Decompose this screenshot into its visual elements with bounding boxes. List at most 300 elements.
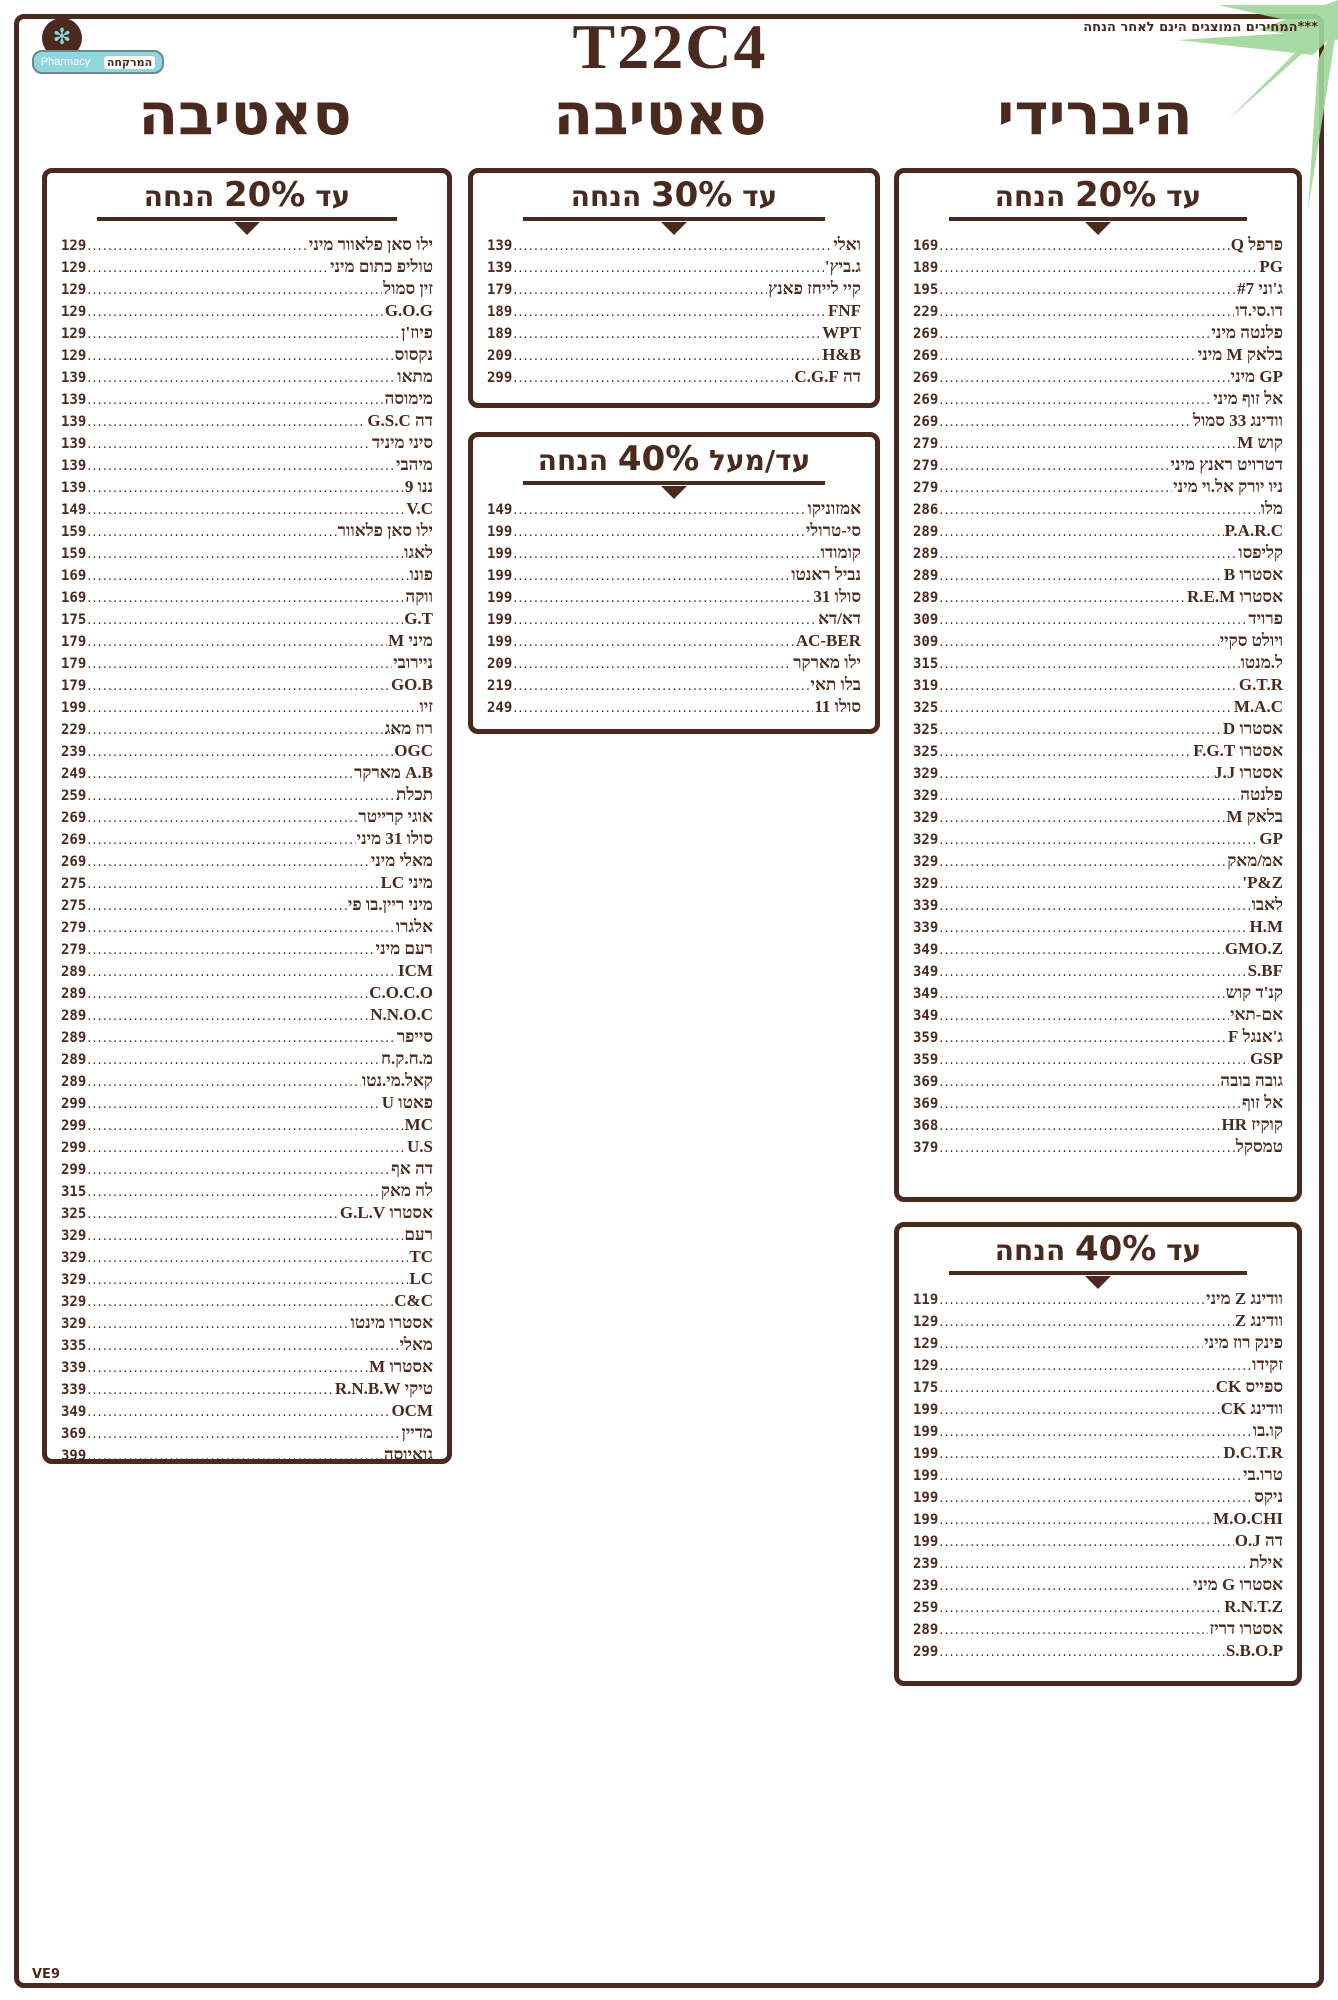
box-heading	[473, 437, 875, 489]
item-name: מיני ריין.בו פי	[347, 895, 433, 914]
item-price: 249	[61, 766, 87, 782]
item-price: 329	[913, 766, 939, 782]
item-name: מ.ח.ק.ח	[380, 1049, 433, 1068]
dot-leader	[513, 349, 821, 364]
item-name: GO.B	[390, 675, 433, 694]
dot-leader	[87, 525, 336, 540]
item-name: דה אף	[391, 1159, 433, 1178]
item-price: 179	[61, 678, 87, 694]
dot-leader	[87, 1361, 368, 1376]
heading-prefix: עד/מעל	[709, 444, 811, 477]
list-item	[913, 1049, 1283, 1071]
dot-leader	[87, 1009, 369, 1024]
item-name: לה מאק	[380, 1181, 433, 1200]
item-price: 269	[61, 854, 87, 870]
dot-leader	[939, 503, 1259, 518]
item-name: C.O.C.O	[369, 983, 433, 1002]
dot-leader	[87, 239, 308, 254]
item-name: D.C.T.R	[1223, 1443, 1283, 1462]
dot-leader	[939, 1447, 1222, 1462]
item-name: פרויד	[1248, 609, 1283, 628]
dot-leader	[939, 1491, 1253, 1506]
item-price: 329	[61, 1272, 87, 1288]
item-price: 359	[913, 1030, 939, 1046]
item-price: 259	[913, 1600, 939, 1616]
item-name: סייפר	[396, 1027, 433, 1046]
item-name: וודינג Z	[1234, 1311, 1283, 1330]
list-item	[61, 1093, 433, 1115]
list-item	[61, 521, 433, 543]
item-name: טרו.בי	[1243, 1465, 1283, 1484]
item-name: אסטרו R.E.M	[1187, 587, 1283, 606]
heading-percent: 20%	[223, 175, 306, 215]
dot-leader	[513, 239, 832, 254]
dot-leader	[939, 987, 1224, 1002]
item-name: נקסוס	[394, 345, 433, 364]
right-discount-40-box	[894, 1222, 1302, 1686]
list-item	[61, 455, 433, 477]
item-name: ניירובי	[393, 653, 433, 672]
dot-leader	[939, 1293, 1205, 1308]
list-item	[913, 1575, 1283, 1597]
item-price: 279	[913, 436, 939, 452]
item-price: 289	[913, 568, 939, 584]
heading-suffix: הנחה	[994, 1234, 1066, 1267]
dot-leader	[939, 877, 1241, 892]
heading-rule	[949, 1271, 1247, 1275]
item-price: 139	[61, 414, 87, 430]
item-price: 169	[61, 590, 87, 606]
item-name: מאלי	[399, 1335, 433, 1354]
item-name: G.T.R	[1238, 675, 1283, 694]
list-item	[61, 367, 433, 389]
list-item	[913, 367, 1283, 389]
dot-leader	[939, 1053, 1249, 1068]
list-item	[913, 719, 1283, 741]
item-name: GSP	[1249, 1049, 1283, 1068]
item-name: וודינג 33 סמול	[1192, 411, 1283, 430]
list-item	[913, 785, 1283, 807]
item-price: 229	[913, 304, 939, 320]
item-price: 199	[913, 1490, 939, 1506]
item-name: בלאק M מיני	[1197, 345, 1283, 364]
item-price: 289	[61, 964, 87, 980]
list-item	[913, 983, 1283, 1005]
dot-leader	[87, 415, 366, 430]
item-name: אסטרו B	[1223, 565, 1283, 584]
item-price: 219	[487, 678, 513, 694]
list-item	[913, 543, 1283, 565]
dot-leader	[513, 327, 821, 342]
heading-prefix: עד	[742, 180, 778, 213]
dot-leader	[87, 283, 382, 298]
item-name: MC	[404, 1115, 433, 1134]
heading-suffix: הנחה	[143, 180, 215, 213]
item-price: 175	[61, 612, 87, 628]
list-item	[61, 1181, 433, 1203]
item-name: ג.ביץ'	[824, 257, 861, 276]
list-item	[487, 675, 861, 697]
dot-leader	[87, 943, 374, 958]
item-price: 349	[913, 964, 939, 980]
dot-leader	[513, 371, 793, 386]
list-item	[487, 257, 861, 279]
list-item	[487, 631, 861, 653]
item-price: 139	[61, 458, 87, 474]
item-name: טיקי R.N.B.W	[334, 1379, 433, 1398]
price-list	[899, 225, 1297, 1159]
item-name: אל זוף	[1241, 1093, 1283, 1112]
item-price: 335	[61, 1338, 87, 1354]
list-item	[61, 609, 433, 631]
list-item	[913, 235, 1283, 257]
item-name: דה G.S.C	[367, 411, 433, 430]
list-item	[913, 1619, 1283, 1641]
dot-leader	[939, 591, 1186, 606]
dot-leader	[939, 305, 1234, 320]
item-name: מימוסה	[384, 389, 433, 408]
item-name: סולו 31 מיני	[356, 829, 433, 848]
dot-leader	[939, 327, 1210, 342]
item-name: מלו	[1260, 499, 1283, 518]
item-price: 199	[913, 1402, 939, 1418]
list-item	[61, 1357, 433, 1379]
list-item	[61, 1401, 433, 1423]
item-price: 169	[61, 568, 87, 584]
dot-leader	[87, 591, 404, 606]
right-discount-20-box	[894, 168, 1302, 1202]
item-price: 149	[61, 502, 87, 518]
item-name: קאל.מי.נטו	[361, 1071, 433, 1090]
item-price: 325	[913, 744, 939, 760]
item-price: 309	[913, 612, 939, 628]
heading-suffix: הנחה	[537, 444, 609, 477]
list-item	[913, 851, 1283, 873]
item-name: GP	[1259, 829, 1283, 848]
dot-leader	[939, 635, 1218, 650]
middle-discount-40-box	[468, 432, 880, 734]
dot-leader	[87, 635, 387, 650]
item-name: ננו 9	[404, 477, 433, 496]
dot-leader	[939, 437, 1236, 452]
item-name: סיני מיניד	[371, 433, 433, 452]
item-price: 279	[61, 942, 87, 958]
dot-leader	[87, 459, 395, 474]
dot-leader	[939, 1075, 1219, 1090]
price-note: ***המחירים המוצגים הינם לאחר הנחה	[1083, 20, 1318, 35]
list-item	[913, 1487, 1283, 1509]
item-price: 329	[913, 854, 939, 870]
heading-percent: 30%	[650, 175, 733, 215]
dot-leader	[87, 503, 405, 518]
item-price: 309	[913, 634, 939, 650]
box-heading	[899, 173, 1297, 225]
list-item	[61, 1423, 433, 1445]
item-price: 299	[61, 1162, 87, 1178]
dot-leader	[939, 745, 1192, 760]
item-name: M.A.C	[1233, 697, 1283, 716]
list-item	[487, 345, 861, 367]
item-name: אסטרו דריז	[1209, 1619, 1283, 1638]
item-price: 129	[61, 348, 87, 364]
item-price: 129	[61, 260, 87, 276]
item-name: ואלי	[833, 235, 861, 254]
item-price: 279	[913, 480, 939, 496]
dot-leader	[87, 1339, 398, 1354]
item-price: 379	[913, 1140, 939, 1156]
item-name: טמסקל	[1235, 1137, 1283, 1156]
list-item	[61, 1027, 433, 1049]
left-column-title: סאטיבה	[138, 80, 352, 148]
list-item	[913, 1421, 1283, 1443]
list-item	[913, 961, 1283, 983]
dot-leader	[87, 1317, 349, 1332]
dot-leader	[939, 1359, 1251, 1374]
list-item	[61, 1115, 433, 1137]
dot-leader	[87, 1229, 403, 1244]
item-name: קנ'ד קוש	[1225, 983, 1283, 1002]
item-price: 349	[61, 1404, 87, 1420]
list-item	[61, 1335, 433, 1357]
list-item	[61, 851, 433, 873]
item-name: פונו	[409, 565, 433, 584]
dot-leader	[939, 1579, 1192, 1594]
item-name: ניקס	[1254, 1487, 1283, 1506]
list-item	[913, 1377, 1283, 1399]
heading-rule	[949, 217, 1247, 221]
dot-leader	[939, 393, 1212, 408]
list-item	[61, 587, 433, 609]
list-item	[913, 411, 1283, 433]
list-item	[913, 939, 1283, 961]
item-name: פלנטה מיני	[1211, 323, 1283, 342]
item-price: 329	[913, 832, 939, 848]
item-price: 209	[487, 348, 513, 364]
list-item	[61, 1137, 433, 1159]
item-name: אסטרו M	[369, 1357, 433, 1376]
item-name: ניו יורק אל.וי מיני	[1173, 477, 1283, 496]
dot-leader	[939, 1403, 1219, 1418]
list-item	[913, 477, 1283, 499]
item-price: 199	[61, 700, 87, 716]
dot-leader	[87, 569, 408, 584]
item-name: אילת	[1249, 1553, 1283, 1572]
item-name: PG	[1259, 257, 1283, 276]
item-price: 269	[913, 348, 939, 364]
item-name: ג'וני #7	[1237, 279, 1283, 298]
item-price: 289	[61, 1030, 87, 1046]
dot-leader	[939, 1009, 1229, 1024]
item-price: 139	[61, 480, 87, 496]
item-name: רעם	[404, 1225, 433, 1244]
dot-leader	[939, 1557, 1248, 1572]
dot-leader	[939, 811, 1225, 826]
item-price: 289	[913, 1622, 939, 1638]
item-name: ווקה	[405, 587, 433, 606]
list-item	[913, 763, 1283, 785]
arrow-down-icon	[234, 222, 260, 235]
item-price: 329	[913, 876, 939, 892]
heading-percent: 40%	[1074, 1229, 1157, 1269]
dot-leader	[939, 1469, 1242, 1484]
list-item	[913, 323, 1283, 345]
dot-leader	[939, 525, 1223, 540]
item-price: 339	[61, 1382, 87, 1398]
item-price: 199	[487, 524, 513, 540]
item-price: 249	[487, 700, 513, 716]
dot-leader	[87, 1119, 403, 1134]
dot-leader	[939, 1315, 1234, 1330]
item-price: 369	[913, 1074, 939, 1090]
dot-leader	[87, 701, 418, 716]
dot-leader	[939, 283, 1236, 298]
dot-leader	[87, 349, 393, 364]
item-name: מיני LC	[380, 873, 433, 892]
heading-rule	[523, 481, 825, 485]
item-price: 129	[913, 1358, 939, 1374]
item-name: M.O.CHI	[1213, 1509, 1283, 1528]
list-item	[913, 257, 1283, 279]
dot-leader	[87, 723, 383, 738]
list-item	[487, 543, 861, 565]
dot-leader	[87, 899, 347, 914]
item-price: 368	[913, 1118, 939, 1134]
price-list	[473, 225, 875, 389]
item-price: 289	[61, 1008, 87, 1024]
item-price: 239	[913, 1578, 939, 1594]
list-item	[487, 521, 861, 543]
dot-leader	[87, 767, 353, 782]
dot-leader	[87, 833, 355, 848]
item-name: קיי לייחז פאנץ	[768, 279, 861, 298]
item-name: סולו 31	[813, 587, 861, 606]
list-item	[61, 565, 433, 587]
logo-text-he: המרקחה	[104, 56, 155, 69]
item-price: 129	[61, 282, 87, 298]
list-item	[61, 1203, 433, 1225]
item-name: ילו מארקר	[793, 653, 861, 672]
item-price: 129	[913, 1336, 939, 1352]
dot-leader	[939, 767, 1213, 782]
item-name: ספייס CK	[1215, 1377, 1283, 1396]
list-item	[913, 499, 1283, 521]
item-name: לאבו	[1251, 895, 1283, 914]
dot-leader	[87, 1405, 390, 1420]
list-item	[913, 917, 1283, 939]
item-name: ג'אנגל F	[1228, 1027, 1283, 1046]
item-name: ICM	[398, 961, 433, 980]
logo-text-en: Pharmacy	[40, 56, 91, 68]
item-price: 199	[913, 1534, 939, 1550]
dot-leader	[513, 503, 806, 518]
item-price: 329	[913, 788, 939, 804]
list-item	[913, 1509, 1283, 1531]
list-item	[913, 1071, 1283, 1093]
list-item	[61, 939, 433, 961]
right-column-title: היברידי	[997, 80, 1193, 148]
item-price: 329	[61, 1250, 87, 1266]
item-price: 349	[913, 986, 939, 1002]
dot-leader	[87, 261, 329, 276]
list-item	[913, 1399, 1283, 1421]
item-name: וודינג Z מיני	[1206, 1289, 1283, 1308]
list-item	[913, 609, 1283, 631]
item-name: AC-BER	[795, 631, 861, 650]
item-name: פאטו U	[381, 1093, 433, 1112]
dot-leader	[87, 811, 357, 826]
item-name: R.N.T.Z	[1224, 1597, 1283, 1616]
item-price: 189	[913, 260, 939, 276]
item-price: 325	[913, 722, 939, 738]
item-name: דה O.J	[1234, 1531, 1283, 1550]
item-price: 159	[61, 546, 87, 562]
dot-leader	[87, 679, 390, 694]
item-price: 329	[61, 1228, 87, 1244]
item-name: H.M	[1249, 917, 1283, 936]
item-name: אמזוניקו	[807, 499, 861, 518]
list-item	[61, 785, 433, 807]
item-name: אסטרו J.J	[1213, 763, 1283, 782]
list-item	[61, 1071, 433, 1093]
item-name: אלגרו	[395, 917, 433, 936]
item-price: 339	[913, 920, 939, 936]
item-name: דו.סי.דו	[1235, 301, 1283, 320]
item-price: 199	[487, 612, 513, 628]
item-price: 349	[913, 942, 939, 958]
item-price: 399	[61, 1448, 87, 1464]
dot-leader	[939, 921, 1248, 936]
dot-leader	[939, 459, 1169, 474]
list-item	[913, 1333, 1283, 1355]
list-item	[487, 235, 861, 257]
dot-leader	[939, 349, 1196, 364]
list-item	[61, 1049, 433, 1071]
item-price: 159	[61, 524, 87, 540]
item-price: 269	[61, 810, 87, 826]
dot-leader	[87, 327, 400, 342]
dot-leader	[87, 547, 403, 562]
item-name: G.T	[404, 609, 433, 628]
list-item	[61, 323, 433, 345]
dot-leader	[939, 723, 1222, 738]
list-item	[61, 1159, 433, 1181]
item-price: 299	[913, 1644, 939, 1660]
dot-leader	[939, 855, 1226, 870]
list-item	[61, 807, 433, 829]
item-price: 199	[487, 634, 513, 650]
dot-leader	[939, 899, 1250, 914]
item-price: 119	[913, 1292, 939, 1308]
list-item	[61, 719, 433, 741]
dot-leader	[87, 921, 395, 936]
list-item	[61, 433, 433, 455]
dot-leader	[87, 1449, 383, 1464]
item-price: 269	[913, 392, 939, 408]
list-item	[913, 389, 1283, 411]
dot-leader	[939, 1337, 1203, 1352]
list-item	[61, 697, 433, 719]
item-name: רוז מאג	[384, 719, 433, 738]
dot-leader	[939, 965, 1246, 980]
list-item	[487, 279, 861, 301]
list-item	[913, 345, 1283, 367]
list-item	[61, 983, 433, 1005]
item-name: מיני M	[388, 631, 433, 650]
item-price: 319	[913, 678, 939, 694]
list-item	[913, 1553, 1283, 1575]
dot-leader	[939, 1425, 1251, 1440]
dot-leader	[939, 1535, 1234, 1550]
